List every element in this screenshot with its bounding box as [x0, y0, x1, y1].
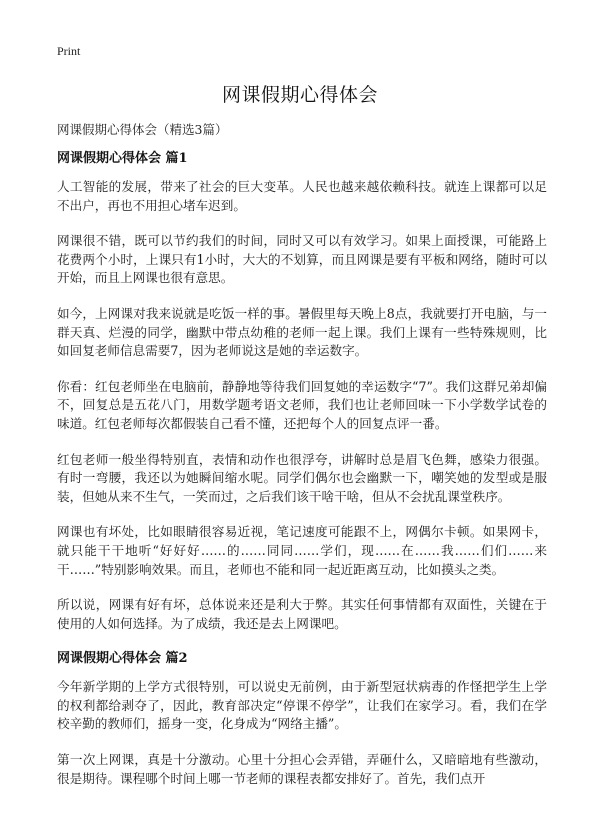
paragraph: 人工智能的发展，带来了社会的巨大变革。人民也越来越依赖科技。就连上课都可以足不出户，再也不用担心堵车迟到。 [57, 179, 547, 213]
section-2 [57, 650, 547, 788]
section-heading: 网课假期心得体会 篇1 [57, 151, 188, 166]
print-label: Print [57, 44, 81, 58]
paragraph: 第一次上网课，真是十分激动。心里十分担心会弄错，弄砸什么，又暗暗地有些激动，很是期待。课程哪个时间上哪一节老师的课程表都安排好了。首先，我们点开 [57, 752, 547, 786]
document-subtitle: 网课假期心得体会（精选3篇） [57, 122, 228, 137]
paragraph: 红包老师一般坐得特别直，表情和动作也很浮夸，讲解时总是眉飞色舞，感染力很强。有时一弯腰，我还以为她瞬间缩水呢。同学们偶尔也会幽默一下，嘲笑她的发型或是服装，但她从来不生气，一笑而过，之后我们该干啥干啥，但从不会扰乱课堂秩序。 [57, 451, 547, 504]
paragraph: 如今，上网课对我来说就是吃饭一样的事。暑假里每天晚上8点，我就要打开电脑，与一群天真、烂漫的同学，幽默中带点幼稚的老师一起上课。我们上课有一些特殊规则，比如回复老师信息需要7，因为老师说这是她的幸运数字。 [57, 305, 547, 359]
section-1 [57, 150, 547, 633]
document-body [57, 150, 547, 805]
document-title: 网课假期心得体会 [221, 84, 378, 106]
paragraph: 网课也有坏处，比如眼睛很容易近视，笔记速度可能跟不上，网偶尔卡顿。如果网卡，就只能干干地听“好好好……的……同同……学们，现……在……我……们们……来干……”特别影响效果。而且，老师也不能和同一起近距离互动，比如摸头之类。 [57, 524, 547, 577]
paragraph: 你看：红包老师坐在电脑前，静静地等待我们回复她的幸运数字“7”。我们这群兄弟却偏不，回复总是五花八门，用数学题考语文老师，我们也让老师回味一下小学数学试卷的味道。红包老师每次都假装自己看不懂，还把每个人的回复点评一番。 [57, 378, 547, 431]
section-heading: 网课假期心得体会 篇2 [57, 651, 188, 667]
paragraph: 所以说，网课有好有坏，总体说来还是利大于弊。其实任何事情都有双面性，关键在于使用的人如何选择。为了成绩，我还是去上网课吧。 [57, 597, 547, 631]
paragraph: 今年新学期的上学方式很特别，可以说史无前例，由于新型冠状病毒的作怪把学生上学的权利都给剥夺了，因此，教育部决定“停课不停学”，让我们在家学习。看，我们在学校辛勤的教师们，摇身一变，化身成为“网络主播”。 [57, 679, 547, 732]
paragraph: 网课很不错，既可以节约我们的时间，同时又可以有效学习。如果上面授课，可能路上花费两个小时，上课只有1小时，大大的不划算，而且网课是要有平板和网络，随时可以开始，而且上网课也很有意思。 [57, 233, 547, 286]
